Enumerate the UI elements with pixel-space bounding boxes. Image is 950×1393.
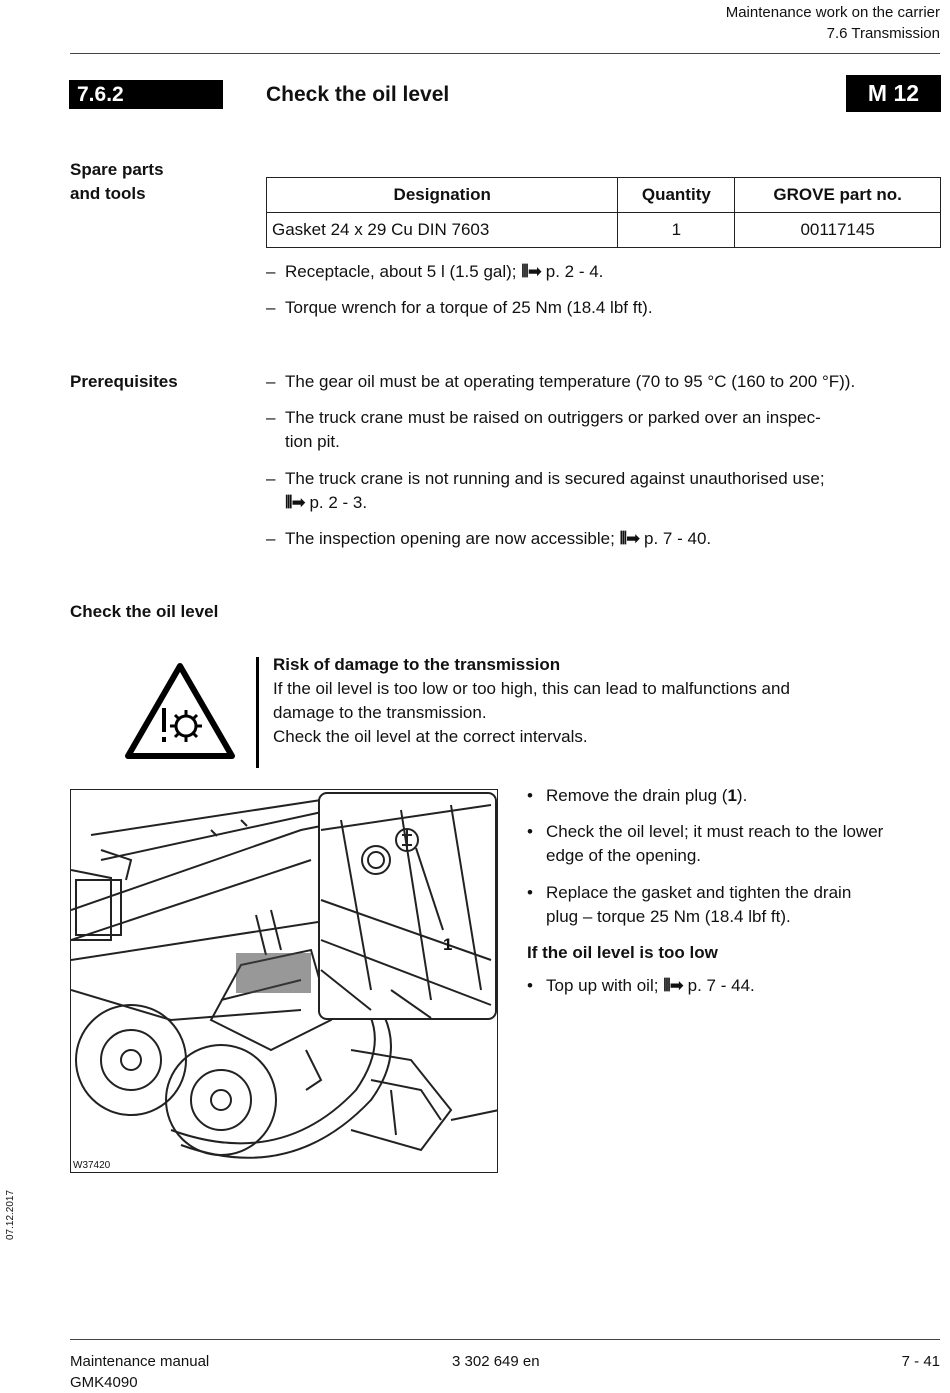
cross-reference-arrow-icon: ⦀➡	[285, 493, 305, 512]
table-row	[267, 213, 941, 248]
transmission-drain-plug-figure	[70, 789, 498, 1173]
dash-marker: –	[266, 469, 276, 488]
warning-triangle-icon	[122, 660, 238, 762]
dash-marker: –	[266, 529, 276, 548]
tool-item: – Receptacle, about 5 l (1.5 gal); ⦀➡ p. 2 - 4.	[266, 260, 946, 284]
dash-marker: –	[266, 298, 276, 317]
footer-manual: Maintenance manual GMK4090	[70, 1353, 210, 1391]
dash-marker: –	[266, 408, 276, 427]
prerequisite-item: – The truck crane is not running and is secured against unauthorised use; ⦀➡ p. 2 - 3.	[266, 467, 946, 515]
step-item: • Top up with oil; ⦀➡ p. 7 - 44.	[527, 974, 942, 998]
page-reference-link[interactable]: p. 7 - 40.	[644, 529, 712, 548]
page-reference-link[interactable]: p. 7 - 44.	[687, 976, 755, 995]
maintenance-code-badge: M 12	[846, 75, 941, 112]
header-rule	[70, 53, 940, 54]
figure-id: W37420	[73, 1160, 111, 1171]
quantity-cell: 1	[618, 213, 735, 248]
warning-bar	[256, 657, 259, 768]
crane-carrier-illustration	[71, 790, 498, 1173]
spare-parts-label: Spare parts and tools	[70, 160, 164, 203]
warning-notice: Risk of damage to the transmission If the oil level is too low or too high, this can lead to malfunctions and damage to the transmission. Check the oil level at the correct intervals.	[273, 653, 933, 749]
bullet-marker: •	[527, 976, 533, 995]
revision-date: 07.12.2017	[5, 1189, 16, 1240]
column-header: Designation	[267, 178, 618, 213]
footer-doc-number: 3 302 649 en	[452, 1353, 540, 1370]
footer-rule	[70, 1339, 940, 1340]
footer-page-number: 7 - 41	[901, 1353, 940, 1370]
section-title: Check the oil level	[266, 83, 450, 106]
cross-reference-arrow-icon: ⦀➡	[619, 529, 640, 548]
part-number-cell: 00117145	[735, 213, 941, 248]
column-header: Quantity	[618, 178, 735, 213]
cross-reference-arrow-icon: ⦀➡	[663, 976, 683, 995]
dash-marker: –	[266, 262, 276, 281]
spare-parts-table	[266, 177, 941, 248]
dash-marker: –	[266, 372, 276, 391]
section-number: 7.6.2	[69, 80, 223, 109]
cross-reference-arrow-icon: ⦀➡	[521, 262, 541, 281]
running-header	[726, 2, 940, 44]
header-section: 7.6 Transmission	[826, 25, 940, 42]
check-oil-level-heading: Check the oil level	[70, 602, 219, 621]
callout-number: 1	[443, 935, 453, 954]
prerequisite-item: – The truck crane must be raised on outriggers or parked over an inspec- tion pit.	[266, 408, 821, 451]
tool-item: – Torque wrench for a torque of 25 Nm (18.4 lbf ft).	[266, 296, 946, 320]
header-chapter: Maintenance work on the carrier	[725, 4, 940, 21]
prerequisite-item: – The inspection opening are now accessible; ⦀➡ p. 7 - 40.	[266, 527, 946, 551]
table-header-row	[267, 178, 941, 213]
page-reference-link[interactable]: p. 2 - 4.	[545, 262, 604, 281]
designation-cell: Gasket 24 x 29 Cu DIN 7603	[267, 213, 618, 248]
bullet-marker: •	[527, 883, 533, 902]
bullet-marker: •	[527, 786, 533, 805]
step-item: • Remove the drain plug (1).	[527, 784, 942, 808]
page-reference-link[interactable]: p. 2 - 3.	[309, 493, 368, 512]
warning-title: Risk of damage to the transmission	[273, 655, 561, 674]
low-oil-heading: If the oil level is too low	[527, 943, 718, 962]
bullet-marker: •	[527, 822, 533, 841]
step-item: • Replace the gasket and tighten the drain plug – torque 25 Nm (18.4 lbf ft).	[527, 883, 852, 926]
prerequisite-item: – The gear oil must be at operating temperature (70 to 95 °C (160 to 200 °F)).	[266, 370, 946, 394]
step-item: • Check the oil level; it must reach to the lower edge of the opening.	[527, 822, 884, 865]
prerequisites-label: Prerequisites	[70, 372, 178, 391]
column-header: GROVE part no.	[735, 178, 941, 213]
